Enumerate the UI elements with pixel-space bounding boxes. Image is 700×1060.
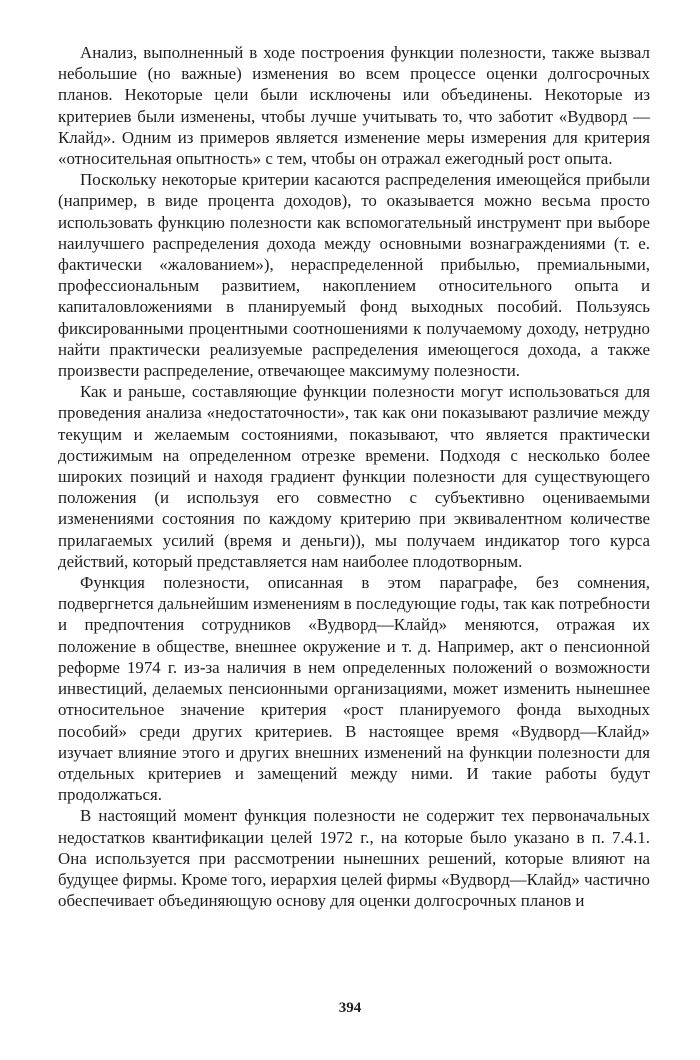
page-number: 394 bbox=[338, 1000, 362, 1016]
page-body bbox=[58, 42, 650, 911]
paragraph-4: Функция полезности, описанная в этом параграфе, без сомнения, подвергнется дальнейшим изменениям в последующие годы, так как потребности и предпочтения сотрудников «Вудворд—Клайд» меняются, отражая их положение в обществе, внешнее окружение и т. д. Например, акт о пенсионной реформе 1974 г. из-за наличия в нем определенных положений о возможности инвестиций, делаемых пенсионными организациями, может изменить нынешнее относительное значение критерия «рост планируемого фонда выходных пособий» среди других критериев. В настоящее время «Вудворд—Клайд» изучает влияние этого и других внешних изменений на функции полезности для отдельных критериев и замещений между ними. И такие работы будут продолжаться. bbox=[58, 573, 650, 805]
paragraph-1: Анализ, выполненный в ходе построения функции полезности, также вызвал небольшие (но важные) изменения во всем процессе оценки долгосрочных планов. Некоторые цели были исключены или объединены. Некоторые из критериев были изменены, чтобы лучше учитывать то, что заботит «Вудворд — Клайд». Одним из примеров является изменение меры измерения для критерия «относительная опытность» с тем, чтобы он отражал ежегодный рост опыта. bbox=[58, 43, 650, 169]
paragraph-2: Поскольку некоторые критерии касаются распределения имеющейся прибыли (например, в виде процента доходов), то оказывается можно весьма просто использовать функцию полезности как вспомогательный инструмент при выборе наилучшего распределения дохода между основными вознаграждениями (т. е. фактически «жалованием»), нераспределенной прибылью, премиальными, профессиональным развитием, накоплением относительного опыта и капиталовложениями в планируемый фонд выходных пособий. Пользуясь фиксированными процентными соотношениями к получаемому доходу, нетрудно найти практически реализуемые распределения имеющегося дохода, а также произвести распределение, отвечающее максимуму полезности. bbox=[58, 170, 650, 381]
paragraph-5: В настоящий момент функция полезности не содержит тех первоначальных недостатков квантификации целей 1972 г., на которые было указано в п. 7.4.1. Она используется при рассмотрении нынешних решений, которые влияют на будущее фирмы. Кроме того, иерархия целей фирмы «Вудворд—Клайд» частично обеспечивает объединяющую основу для оценки долгосрочных планов и bbox=[58, 806, 650, 911]
paragraph-3: Как и раньше, составляющие функции полезности могут использоваться для проведения анализа «недостаточности», так как они показывают различие между текущим и желаемым состояниями, показывают, что является практически достижимым на определенном отрезке времени. Подходя с несколько более широких позиций и находя градиент функции полезности для существующего положения (и используя его совместно с субъективно оцениваемыми изменениями состояния по каждому критерию при эквивалентном количестве прилагаемых усилий (время и деньги)), мы получаем индикатор того курса действий, который представляется нам наиболее плодотворным. bbox=[58, 382, 650, 571]
